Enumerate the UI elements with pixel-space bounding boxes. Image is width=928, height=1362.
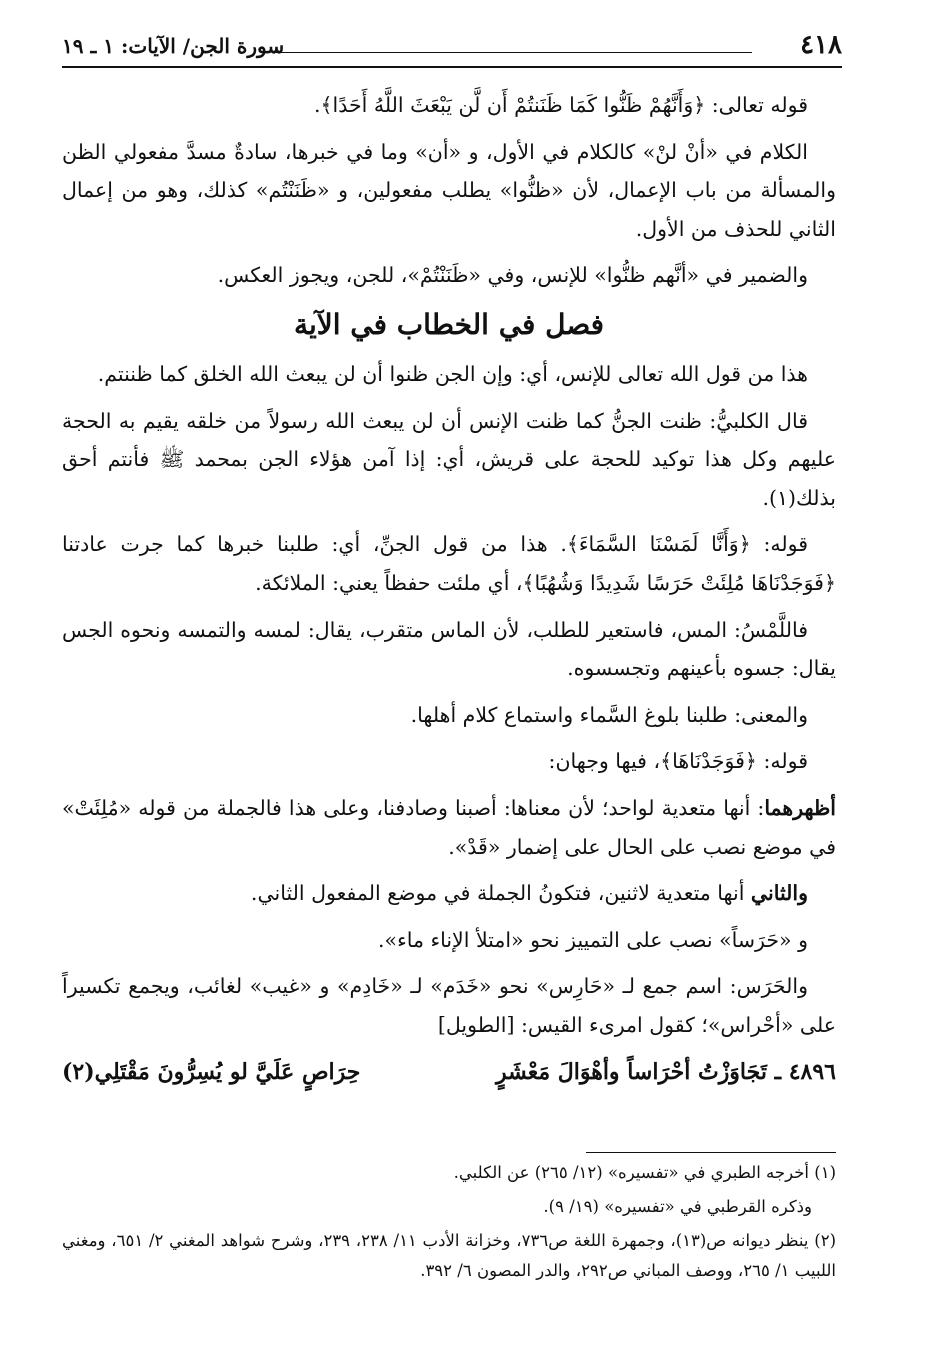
paragraph: والمعنى: طلبنا بلوغ السَّماء واستماع كلام أهلها. — [410, 702, 808, 727]
paragraph: هذا من قول الله تعالى للإنس، أي: وإن الجن ظنوا أن لن يبعث الله الخلق كما ظننتم. — [97, 361, 808, 386]
main-text — [62, 86, 836, 1092]
page-header — [62, 26, 842, 68]
footnotes — [62, 1158, 836, 1290]
bold-lead: أظهرهما — [764, 795, 836, 820]
paragraph: قوله: ﴿وَأَنَّا لَمَسْنَا السَّمَاءَ﴾. هذا من قول الجنِّ، أي: طلبنا خبرها كما جرت عادتنا ﴿فَوَجَدْنَاهَا مُلِئَتْ حَرَسًا شَدِيدًا وَشُهُبًا﴾، أي ملئت حفظاً يعني: الملائكة. — [62, 532, 836, 595]
page-number: ٤١٨ — [800, 30, 842, 60]
paragraph: قوله: ﴿فَوَجَدْنَاهَا﴾، فيها وجهان: — [548, 749, 808, 774]
paragraph: والحَرَس: اسم جمع لـ «حَارِس» نحو «خَدَم» لـ «خَادِم» و «غيب» لغائب، ويجمع تكسيراً على «أحْراس»؛ كقول امرىء القيس: [الطويل] — [62, 974, 836, 1037]
footnote: (١) أخرجه الطبري في «تفسيره» (١٢/ ٢٦٥) عن الكلبي. — [453, 1163, 836, 1182]
running-title: سورة الجن/ الآيات: ١ ـ ١٩ — [62, 34, 285, 58]
paragraph: و «حَرَساً» نصب على التمييز نحو «امتلأ الإناء ماء». — [378, 927, 808, 952]
footnote-separator — [586, 1152, 836, 1153]
paragraph-text: أنها متعدية لاثنين، فتكونُ الجملة في موضع المفعول الثاني. — [250, 881, 751, 906]
section-heading: فصل في الخطاب في الآية — [293, 307, 605, 341]
paragraph: قوله تعالى: ﴿وَأَنَّهُمْ ظَنُّوا كَمَا ظَنَنتُمْ أَن لَّن يَبْعَثَ اللَّهُ أَحَدًا﴾. — [313, 93, 808, 117]
verse-first-hemistich: ٤٨٩٦ ـ تَجَاوَزْتُ أحْرَاساً وأهْوَالَ مَعْشَرٍ — [495, 1059, 836, 1086]
footnote: (٢) ينظر ديوانه ص(١٣)، وجمهرة اللغة ص٧٣٦، وخزانة الأدب ١١/ ٢٣٨، ٢٣٩، وشرح شواهد المغني ٢/ ٦٥١، ومغني اللبيب ١/ ٢٦٥، ووصف المباني ص٢٩٢، والدر المصون ٦/ ٣٩٢. — [62, 1231, 836, 1280]
paragraph-text: : أنها متعدية لواحد؛ لأن معناها: أصبنا وصادفنا، وعلى هذا فالجملة من قوله «مُلِئَتْ» في موضع نصب على الحال على إضمار «قَدْ». — [62, 795, 836, 859]
footnote: وذكره القرطبي في «تفسيره» (١٩/ ٩). — [543, 1197, 812, 1216]
paragraph — [62, 874, 836, 913]
poetry-verse — [62, 1052, 836, 1092]
paragraph: فاللَّمْسُ: المس، فاستعير للطلب، لأن الماس متقرب، يقال: لمسه والتمسه ونحوه الجس يقال: جسوه بأعينهم وتجسسوه. — [62, 617, 836, 681]
paragraph: والضمير في «أنَّهم ظنُّوا» للإنس، وفي «ظَنَنْتُمْ»، للجن، ويجوز العكس. — [217, 263, 808, 288]
paragraph: قال الكلبيُّ: ظنت الجنُّ كما ظنت الإنس أن لن يبعث الله رسولاً من خلقه يقيم به الحجة عليهم وكل هذا توكيد للحجة على قريش، أي: إذا آمن هؤلاء الجن بمحمد ﷺ فأنتم أحق بذلك(١). — [62, 408, 836, 510]
paragraph — [62, 789, 836, 866]
paragraph: الكلام في «أنْ لنْ» كالكلام في الأول، و «أن» وما في خبرها، سادةٌ مسدَّ مفعولي الظن والمسألة من باب الإعمال، لأن «ظنُّوا» يطلب مفعولين، و «ظَنَنْتُم» كذلك، وهو من إعمال الثاني للحذف من الأول. — [62, 139, 836, 241]
bold-lead: والثاني — [750, 881, 808, 906]
header-rule — [272, 52, 752, 53]
verse-second-hemistich: حِرَاصٍ عَلَيَّ لو يُسِرُّونَ مَقْتَلِي(٢) — [62, 1059, 361, 1086]
